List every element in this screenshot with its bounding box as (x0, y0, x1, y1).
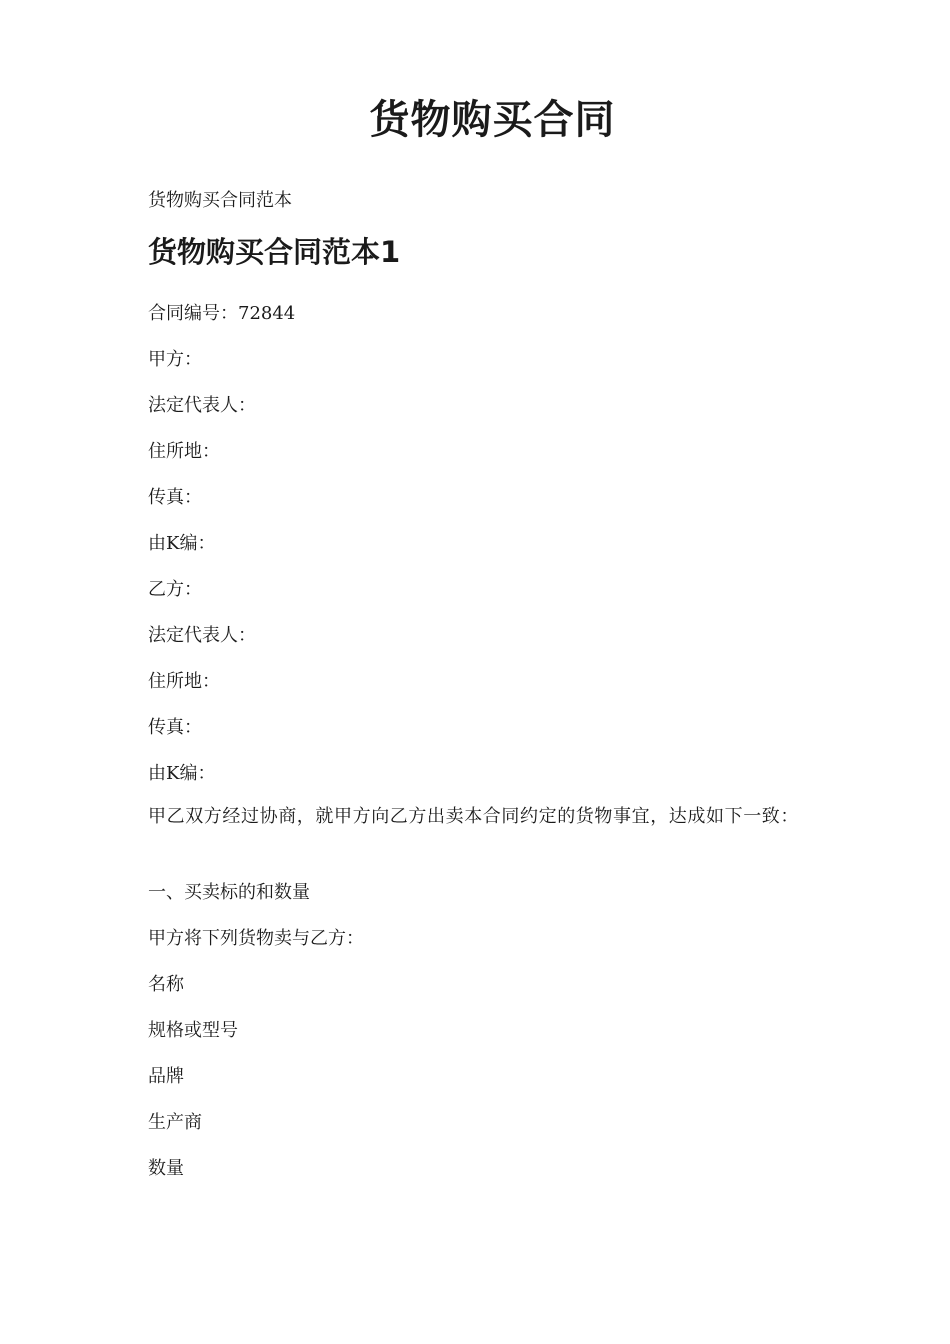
agreement-paragraph: 甲乙双方经过协商，就甲方向乙方出卖本合同约定的货物事宜，达成如下一致： (148, 806, 799, 827)
party-a-label: 甲方： (148, 349, 202, 370)
contract-number: 合同编号：72844 (148, 303, 296, 324)
party-b-address: 住所地： (148, 671, 220, 692)
section-heading: 货物购买合同范本1 (148, 235, 401, 269)
party-b-postcode: 由K编： (148, 763, 216, 784)
party-a-legal-rep: 法定代表人： (148, 395, 256, 416)
party-b-legal-rep: 法定代表人： (148, 625, 256, 646)
party-a-address: 住所地： (148, 441, 220, 462)
document-subtitle: 货物购买合同范本 (148, 190, 292, 211)
party-b-label: 乙方： (148, 579, 202, 600)
clause-1-heading: 一、买卖标的和数量 (148, 882, 310, 903)
goods-field-name: 名称 (148, 974, 184, 995)
goods-field-spec: 规格或型号 (148, 1020, 238, 1041)
goods-field-manufacturer: 生产商 (148, 1112, 202, 1133)
document-title: 货物购买合同 (369, 97, 616, 143)
party-a-postcode: 由K编： (148, 533, 216, 554)
party-a-fax: 传真： (148, 487, 202, 508)
party-b-fax: 传真： (148, 717, 202, 738)
goods-field-brand: 品牌 (148, 1066, 184, 1087)
clause-1-intro: 甲方将下列货物卖与乙方： (148, 928, 364, 949)
goods-field-quantity: 数量 (148, 1158, 184, 1179)
